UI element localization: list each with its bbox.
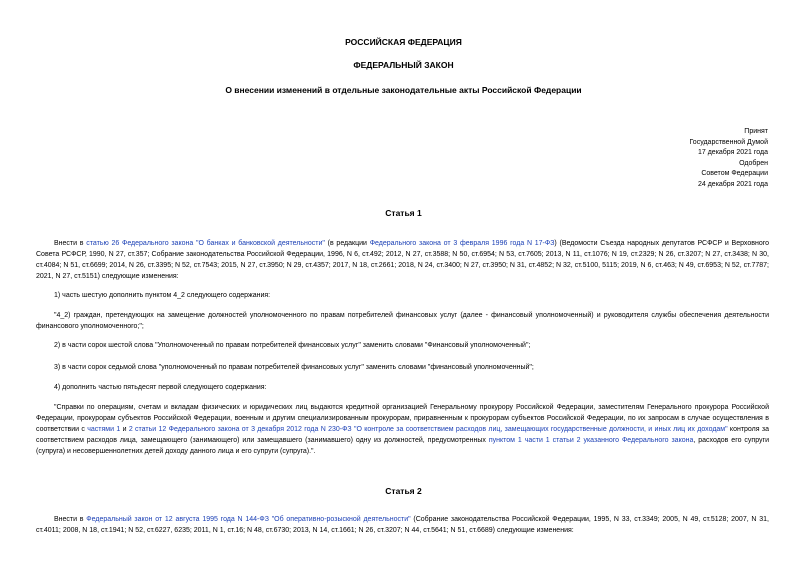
acceptance-line: 17 декабря 2021 года — [697, 149, 768, 156]
text-segment: "Справки по операциям, счетам и вкладам физических и юридических лиц выдаются кредитной организацией Генеральному прокурору Российской Федерации, заместителям Генерального прокурора Российской Федерации, прокурорам субъектов Российской Федерации, военным и другим специализированным прокурорам, приравненным к прокурорам субъектов Российской Федерации, по их запросам в случае осуществления в соответствии с — [36, 404, 769, 433]
text-segment: Внести в — [54, 240, 87, 247]
text-segment: контроля за соответствием расходов лица, замещающего (занимающего) или замещавшего (занимавшего) одну из должностей, предусмотренных — [36, 426, 769, 444]
law-link[interactable]: частями 1 — [87, 426, 121, 433]
acceptance-line: 24 декабря 2021 года — [697, 180, 768, 188]
law-link[interactable]: 2 статьи 12 Федерального закона от 3 декабря 2012 года N 230-ФЗ "О контроле за соответствием расходов лиц, замещающих государственные должности, и иных лиц их доходам" — [128, 426, 728, 433]
acceptance-block — [689, 127, 768, 190]
text-segment: Внести в — [54, 516, 87, 523]
law-link[interactable]: Федерального закона от 3 февраля 1996 года N 17-ФЗ — [369, 240, 555, 247]
article-1-item-2: 2) в части сорок шестой слова "Уполномоченный по правам потребителей финансовых услуг" заменить словами "Финансовый уполномоченный"; — [54, 342, 531, 349]
law-link[interactable]: пунктом 1 части 1 статьи 2 указанного Федерального закона — [488, 437, 694, 444]
text-segment: и — [120, 426, 129, 433]
article-2-intro — [36, 514, 769, 536]
text-segment: , расходов его супруги (супруга) и несовершеннолетних детей доходу данного лица и его супруги (супруга).". — [36, 437, 769, 455]
document-country: РОССИЙСКАЯ ФЕДЕРАЦИЯ — [345, 37, 462, 47]
acceptance-line: Одобрен — [739, 159, 768, 167]
article-1-item-4: 4) дополнить частью пятьдесят первой следующего содержания: — [54, 384, 267, 391]
acceptance-line: Государственной Думой — [689, 138, 768, 146]
article-2-heading: Статья 2 — [385, 486, 422, 496]
article-1-item-1: 1) часть шестую дополнить пунктом 4_2 следующего содержания: — [54, 292, 271, 299]
text-segment: (Собрание законодательства Российской Федерации, 1995, N 33, ст.3349; 2005, N 49, ст.5128; 2007, N 31, ст.4011; 2008, N 18, ст.1941; N 52, ст.6227, 6235; 2011, N 1, ст.16; N 48, ст.6730; 2013, N 14, ст.1661; N 26, ст.3207; N 44, ст.5641; N 51, ст.6689) следующие изменения: — [36, 516, 769, 534]
acceptance-line: Принят — [744, 128, 768, 135]
article-1-intro — [36, 238, 769, 282]
article-1-quote-2 — [36, 402, 769, 457]
text-segment: ) (Ведомости Съезда народных депутатов РСФСР и Верховного Совета РСФСР, 1990, N 27, ст.357; Собрание законодательства Российской Федерации, 1996, N 6, ст.492; 2012, N 27, ст.3588; N 50, ст.6954; N 53, ст.7605; 2013, N 11, ст.1076; N 19, ст.2329; N 26, ст.3207; N 27, ст.3438; N 30, ст.4084; N 51, ст.6699; 2014, N 26, ст.3395; N 52, ст.7543; 2015, N 27, ст.3950; N 29, ст.4357; 2017, N 18, ст.2661; 2018, N 24, ст.3400; N 27, ст.3950; N 31, ст.4852; N 32, ст.5100, 5115; 2019, N 6, ст.463; N 49, ст.6953; N 52, ст.7787; 2021, N 27, ст.5151) следующие изменения: — [36, 240, 770, 280]
text-segment: (в редакции — [324, 240, 370, 247]
article-1-heading: Статья 1 — [385, 208, 422, 218]
law-link[interactable]: статью 26 Федерального закона "О банках и банковской деятельности" — [86, 240, 325, 247]
document-law-type: ФЕДЕРАЛЬНЫЙ ЗАКОН — [353, 60, 454, 70]
acceptance-line: Советом Федерации — [701, 170, 768, 177]
document-title: О внесении изменений в отдельные законодательные акты Российской Федерации — [225, 85, 582, 95]
law-link[interactable]: Федеральный закон от 12 августа 1995 года N 144-ФЗ "Об оперативно-розыскной деятельности" — [86, 516, 411, 523]
article-1-item-3: 3) в части сорок седьмой слова "уполномоченный по правам потребителей финансовых услуг" заменить словами "финансовый уполномоченный"; — [54, 364, 534, 371]
article-1-quote-1: "4_2) граждан, претендующих на замещение должностей уполномоченного по правам потребителей финансовых услуг (далее - финансовый уполномоченный) и руководителя службы обеспечения деятельности финансового уполномоченного;"; — [36, 312, 769, 330]
